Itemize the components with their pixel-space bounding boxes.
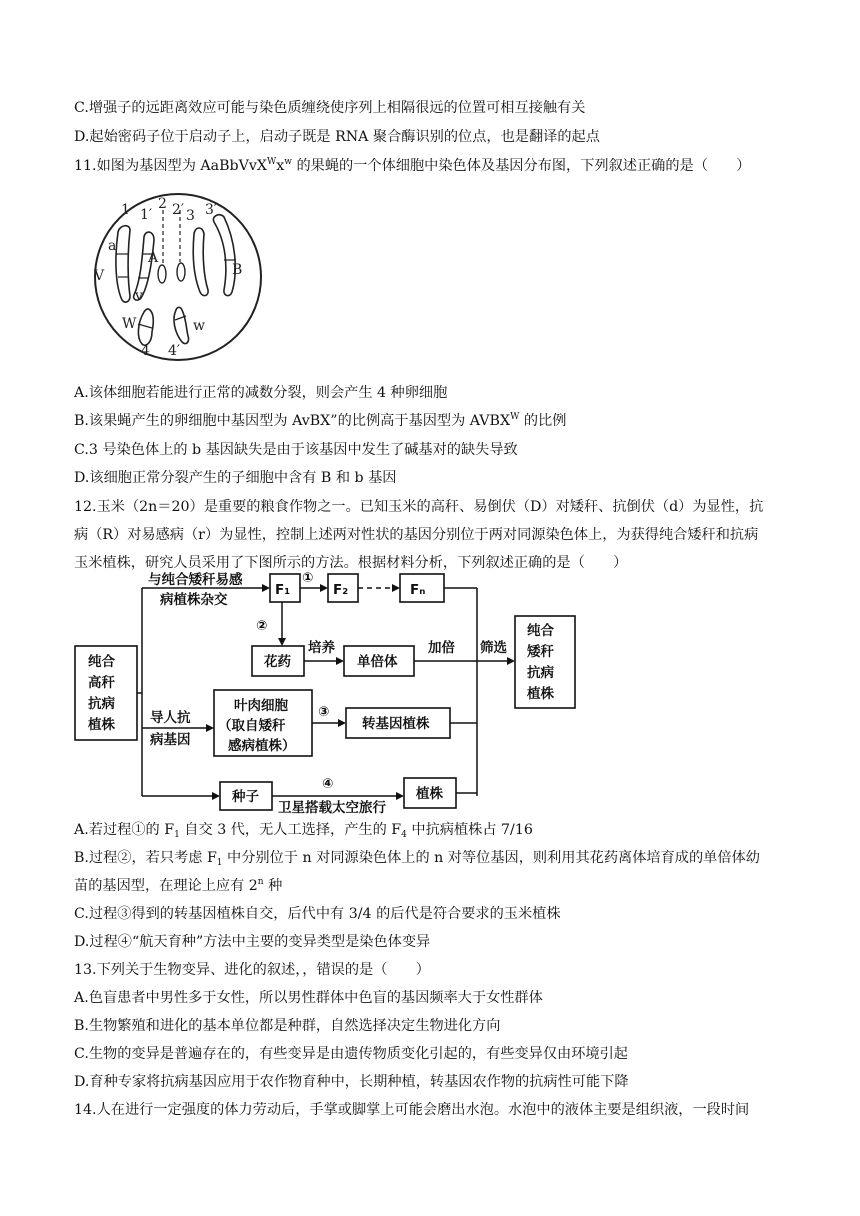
left-box-line-2: 高秆 (88, 675, 115, 691)
q12-stem-line-2: 病（R）对易感病（r）为显性，控制上述两对性状的基因分别位于两对同源染色体上，为获得纯合矮秆和抗病 (74, 527, 759, 543)
culture-label: 培养 (308, 640, 335, 656)
breeding-flowchart (72, 568, 592, 814)
q14-stem: 14.人在进行一定强度的体力劳动后，手掌或脚掌上可能会磨出水泡。水泡中的液体主要是组织液，一段时间 (74, 1102, 750, 1118)
chromosome-cell-figure (78, 192, 278, 362)
step-1-label: ① (302, 570, 314, 586)
q12-option-c: C.过程③得到的转基因植株自交，后代中有 3/4 的后代是符合要求的玉米植株 (74, 906, 561, 922)
right-box-line-1: 纯合 (527, 623, 554, 639)
svg-text:v: v (135, 288, 143, 304)
svg-text:2′: 2′ (172, 202, 185, 218)
q12-option-b-line-2: 苗的基因型，在理论上应有 2$^n$ 种 (74, 877, 283, 894)
q12-option-b-line-1: B.过程②，若只考虑 $F_1$ 中分别位于 n 对同源染色体上的 n 对等位基因，则利用其花药离体培育成的单倍体幼 (74, 850, 760, 868)
svg-text:A: A (148, 250, 159, 266)
screen-label: 筛选 (480, 640, 507, 656)
step-3-label: ③ (318, 704, 330, 720)
svg-text:B: B (232, 262, 243, 278)
q13-option-c: C.生物的变异是普遍存在的，有些变异是由遗传物质变化引起的，有些变异仅由环境引起 (74, 1046, 628, 1062)
leaf-box-line-1: 叶肉细胞 (234, 698, 288, 714)
q13-option-a: A.色盲患者中男性多于女性，所以男性群体中色盲的基因频率大于女性群体 (74, 990, 543, 1006)
anther-label: 花药 (264, 654, 291, 670)
q12-option-d: D.过程④“航天育种”方法中主要的变异类型是染色体变异 (74, 934, 431, 950)
chromosome-2-prime (177, 263, 185, 281)
satellite-label: 卫星搭载太空旅行 (278, 800, 386, 814)
q12-stem-line-3: 玉米植株，研究人员采用了下图所示的方法。根据材料分析，下列叙述正确的是（ ） (74, 555, 628, 571)
q11-stem: 11.如图为基因型为 $AaBbVvX^Wx^w$ 的果蝇的一个体细胞中染色体及基因分布图，下列叙述正确的是（ ） (74, 157, 751, 174)
svg-text:1′: 1′ (140, 207, 153, 223)
fn-label: Fₙ (410, 582, 426, 598)
chromosome-3 (193, 228, 208, 296)
q10-option-d: D.起始密码子位于启动子上，启动子既是 RNA 聚合酶识别的位点，也是翻译的起点 (74, 129, 600, 145)
seed-label: 种子 (232, 789, 259, 805)
f1-label: F₁ (275, 582, 291, 598)
plant-label: 植株 (416, 786, 443, 802)
svg-text:3: 3 (186, 208, 195, 224)
right-box-line-4: 植株 (527, 686, 554, 702)
transgenic-label: 转基因植株 (362, 716, 430, 732)
svg-text:1: 1 (121, 202, 130, 218)
q13-option-b: B.生物繁殖和进化的基本单位都是种群，自然选择决定生物进化方向 (74, 1018, 501, 1034)
left-box-line-1: 纯合 (88, 654, 115, 670)
chromosome-4-prime (174, 307, 189, 343)
right-box-line-3: 抗病 (527, 665, 554, 681)
q10-option-c: C.增强子的远距离效应可能与染色质缠绕使序列上相隔很远的位置可相互接触有关 (74, 100, 586, 116)
svg-text:2: 2 (158, 196, 167, 212)
step-2-label: ② (256, 618, 268, 634)
leaf-box-line-3: 感病植株） (228, 738, 296, 754)
svg-text:V: V (94, 268, 105, 284)
import-label-2: 病基因 (150, 732, 191, 748)
svg-text:w: w (193, 318, 205, 334)
svg-text:W: W (122, 316, 137, 332)
cross-label-2: 病植株杂交 (160, 592, 228, 608)
chromosome-1 (116, 226, 130, 302)
left-box-line-4: 植株 (88, 717, 115, 733)
q12-option-a: A.若过程①的 $F_1$ 自交 3 代，无人工选择，产生的 $F_4$ 中抗病植株占 7/16 (74, 822, 533, 840)
q11-option-b: B.该果蝇产生的卵细胞中基因型为 AvBX”的比例高于基因型为 $AVBX^W$ 的比例 (74, 412, 567, 429)
right-box-line-2: 矮秆 (527, 644, 554, 660)
svg-text:4′: 4′ (168, 343, 181, 359)
svg-text:4: 4 (141, 343, 150, 359)
q12-stem-line-1: 12.玉米（2n＝20）是重要的粮食作物之一。已知玉米的高秆、易倒伏（D）对矮秆、抗倒伏（d）为显性，抗 (74, 499, 764, 515)
q11-option-a: A.该体细胞若能进行正常的减数分裂，则会产生 4 种卵细胞 (74, 385, 448, 401)
haploid-label: 单倍体 (357, 654, 398, 670)
q11-option-c: C.3 号染色体上的 b 基因缺失是由于该基因中发生了碱基对的缺失导致 (74, 442, 518, 458)
svg-text:a: a (108, 238, 117, 254)
import-label-1: 导人抗 (150, 710, 191, 726)
q13-stem: 13.下列关于生物变异、进化的叙述，，错误的是（ ） (74, 962, 430, 978)
f2-label: F₂ (333, 582, 349, 598)
q11-option-d: D.该细胞正常分裂产生的子细胞中含有 B 和 b 基因 (74, 470, 397, 486)
cross-label-1: 与纯合矮秆易感 (148, 572, 243, 588)
double-label: 加倍 (428, 640, 455, 656)
step-4-label: ④ (322, 776, 334, 792)
svg-text:3′: 3′ (205, 202, 218, 218)
chromosome-3-prime (213, 215, 235, 296)
chromosome-4 (138, 309, 153, 345)
q13-option-d: D.育种专家将抗病基因应用于农作物育种中，长期种植，转基因农作物的抗病性可能下降 (74, 1074, 629, 1090)
left-box-line-3: 抗病 (88, 696, 115, 712)
chromosome-2 (158, 265, 166, 283)
leaf-box-line-2: （取自矮秆 (218, 718, 286, 734)
